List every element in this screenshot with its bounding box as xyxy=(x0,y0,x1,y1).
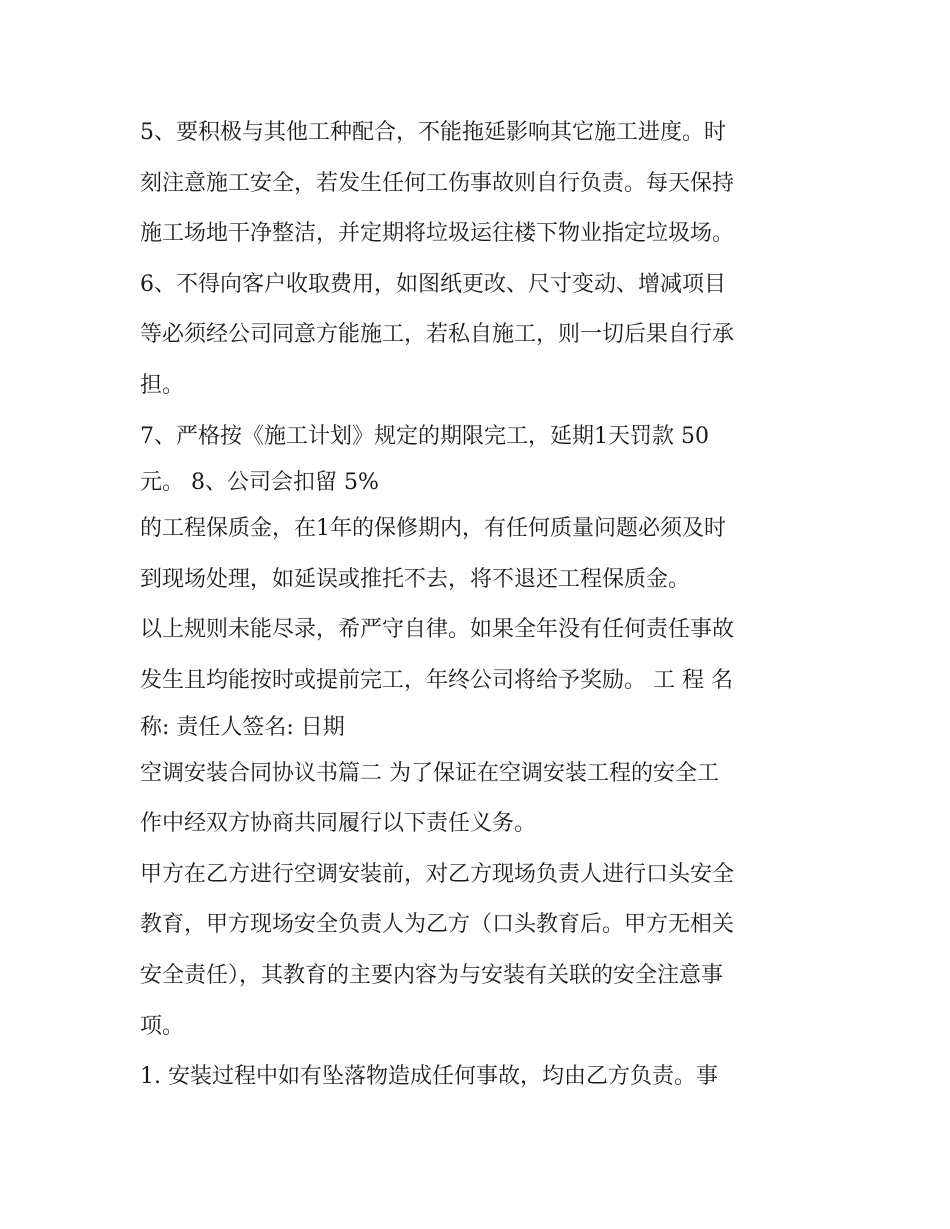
text-line: 教育，甲方现场安全负责人为乙方（口头教育后。甲方无相关 xyxy=(140,912,735,938)
text-line: 6、不得向客户收取费用，如图纸更改、尺寸变动、增减项目 xyxy=(140,271,726,297)
text-line: 空调安装合同协议书篇二 为了保证在空调安装工程的安全工 xyxy=(140,760,719,786)
text-line: 项。 xyxy=(140,1013,185,1039)
text-line: 5、要积极与其他工种配合，不能拖延影响其它施工进度。时 xyxy=(140,120,726,145)
text-line: 作中经双方协商共同履行以下责任义务。 xyxy=(140,811,537,837)
text-line: 发生且均能按时或提前完工，年终公司将给予奖励。 工 程 名 xyxy=(140,667,733,693)
text-line: 的工程保质金，在1年的保修期内，有任何质量问题必须及时 xyxy=(140,516,726,542)
text-line: 以上规则未能尽录，希严守自律。如果全年没有任何责任事故 xyxy=(140,617,735,643)
text-line: 到现场处理，如延误或推托不去，将不退还工程保质金。 xyxy=(140,566,691,592)
text-line: 施工场地干净整洁，并定期将垃圾运往楼下物业指定垃圾场。 xyxy=(140,221,735,247)
text-line: 安全责任），其教育的主要内容为与安装有关联的安全注意事 xyxy=(140,962,724,988)
text-line: 担。 xyxy=(140,372,185,398)
text-line: 甲方在乙方进行空调安装前，对乙方现场负责人进行口头安全 xyxy=(140,861,735,887)
text-line: 1. 安装过程中如有坠落物造成任何事故，均由乙方负责。事 xyxy=(140,1064,718,1090)
document-body xyxy=(140,108,820,1103)
text-line: 刻注意施工安全，若发生任何工伤事故则自行负责。每天保持 xyxy=(140,170,735,196)
text-line: 称: 责任人签名: 日期 xyxy=(140,714,345,740)
text-line: 元。 8、公司会扣留 5% xyxy=(140,470,379,496)
text-line: 等必须经公司同意方能施工，若私自施工，则一切后果自行承 xyxy=(140,322,735,348)
text-line: 7、严格按《施工计划》规定的期限完工，延期1天罚款 50 xyxy=(140,423,709,449)
